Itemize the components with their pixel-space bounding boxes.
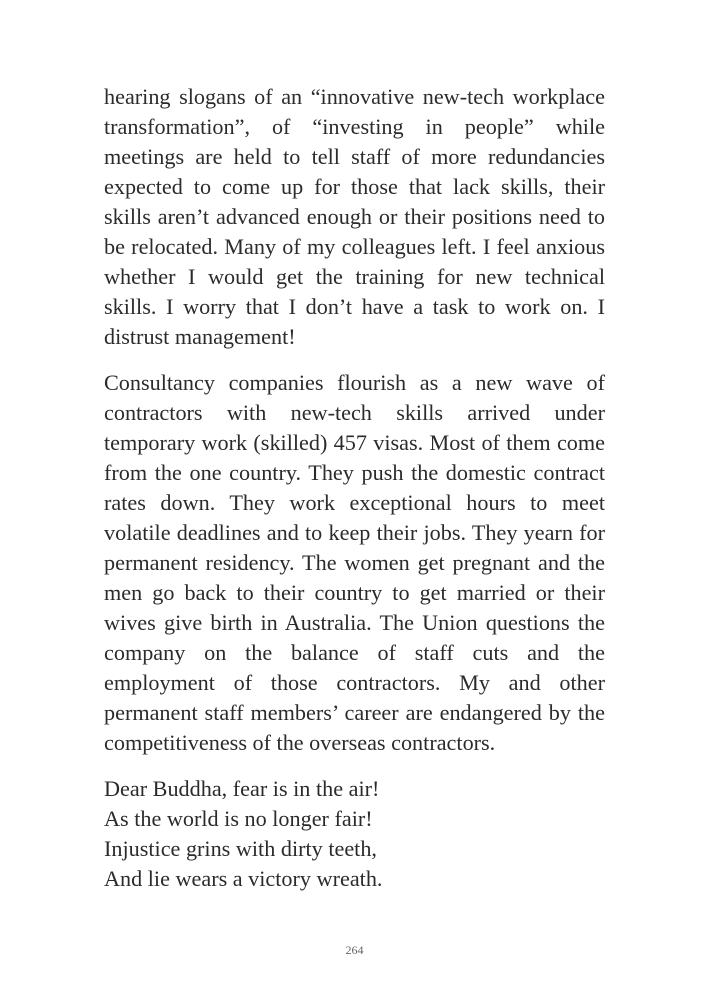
poem-stanza xyxy=(104,774,605,894)
page-number: 264 xyxy=(345,943,364,957)
page-content xyxy=(104,82,605,894)
paragraph-contractors: Consultancy companies flourish as a new wave of contractors with new-tech skills arrived under temporary work (skilled) 457 visas. Most of them come from the one country. They push the domestic contract rates down. They work exceptional hours to meet volatile deadlines and to keep their jobs. They yearn for permanent residency. The women get pregnant and the men go back to their country to get married or their wives give birth in Australia. The Union questions the company on the balance of staff cuts and the employment of those contractors. My and other permanent staff members’ career are endangered by the competitiveness of the overseas contractors. xyxy=(104,370,605,755)
poem-line: Dear Buddha, fear is in the air! xyxy=(104,776,380,801)
poem-line: Injustice grins with dirty teeth, xyxy=(104,836,377,861)
poem-line: And lie wears a victory wreath. xyxy=(104,866,383,891)
poem-line: As the world is no longer fair! xyxy=(104,806,373,831)
paragraph-redundancies: hearing slogans of an “innovative new-tech workplace transformation”, of “investing in people” while meetings are held to tell staff of more redundancies expected to come up for those that lack skills, their skills aren’t advanced enough or their positions need to be relocated. Many of my colleagues left. I feel anxious whether I would get the training for new technical skills. I worry that I don’t have a task to work on. I distrust management! xyxy=(104,84,605,349)
